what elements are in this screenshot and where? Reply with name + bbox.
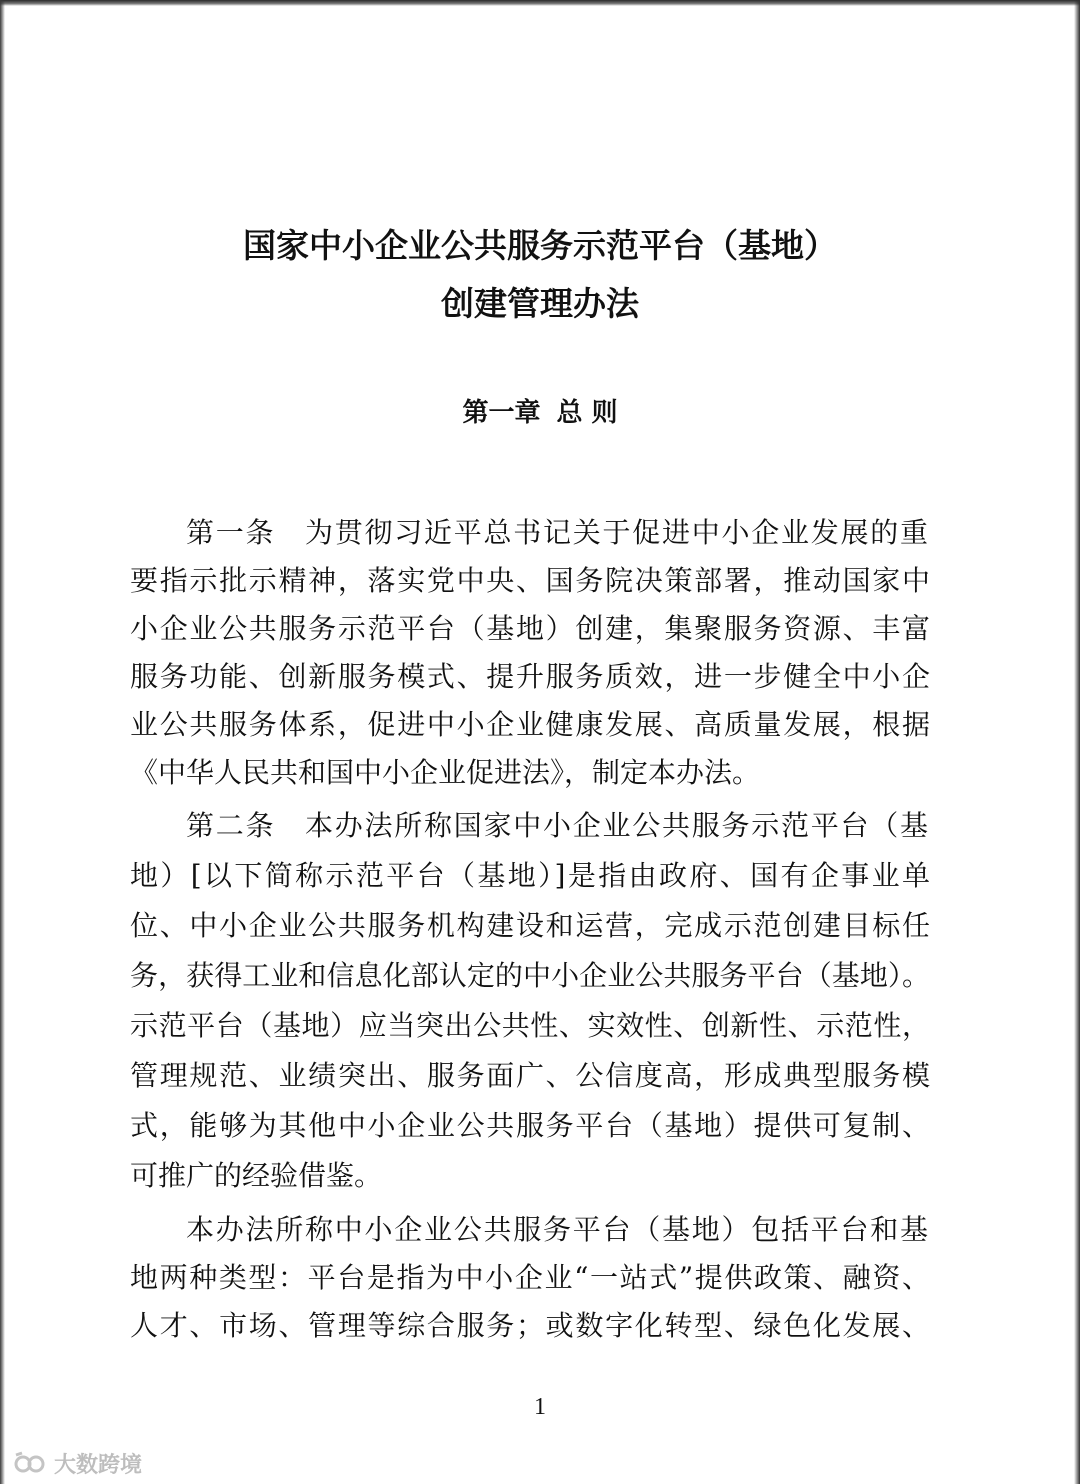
article-2-line: 位、中小企业公共服务机构建设和运营，完成示范创建目标任 [130, 909, 930, 942]
article-2-line: 示范平台（基地）应当突出公共性、实效性、创新性、示范性， [130, 1009, 930, 1042]
article-2-line: 式，能够为其他中小企业公共服务平台（基地）提供可复制、 [130, 1109, 930, 1142]
article-2-line: 务，获得工业和信息化部认定的中小企业公共服务平台（基地）。 [130, 959, 930, 992]
article-1-line: 小企业公共服务示范平台（基地）创建，集聚服务资源、丰富 [130, 612, 930, 645]
watermark [14, 1448, 142, 1479]
paragraph-line: 地两种类型：平台是指为中小企业“一站式”提供政策、融资、 [130, 1261, 930, 1294]
article-2-line: 管理规范、业绩突出、服务面广、公信度高，形成典型服务模 [130, 1059, 930, 1092]
article-2-line: 可推广的经验借鉴。 [130, 1159, 383, 1192]
paragraph-line: 人才、市场、管理等综合服务；或数字化转型、绿色化发展、 [130, 1309, 930, 1342]
chapter-heading [0, 392, 1080, 429]
scan-edge-top [0, 0, 1080, 6]
article-1-line: 第一条 为贯彻习近平总书记关于促进中小企业发展的重 [186, 516, 928, 549]
chapter-name: 总 则 [556, 398, 618, 428]
article-1-line: 《中华人民共和国中小企业促进法》，制定本办法。 [130, 756, 761, 789]
article-1-line: 业公共服务体系，促进中小企业健康发展、高质量发展，根据 [130, 708, 930, 741]
document-title-line2: 创建管理办法 [441, 284, 639, 323]
paragraph-line: 本办法所称中小企业公共服务平台（基地）包括平台和基 [186, 1213, 928, 1246]
article-1-line: 服务功能、创新服务模式、提升服务质效，进一步健全中小企 [130, 660, 930, 693]
article-2-line: 地）[以下简称示范平台（基地）]是指由政府、国有企事业单 [130, 859, 930, 892]
page-number: 1 [534, 1394, 546, 1420]
document-title-line1: 国家中小企业公共服务示范平台（基地） [243, 226, 837, 265]
logo-icon [14, 1451, 48, 1477]
chapter-label: 第一章 [462, 398, 541, 428]
article-2-line: 第二条 本办法所称国家中小企业公共服务示范平台（基 [186, 809, 928, 842]
article-1-line: 要指示批示精神，落实党中央、国务院决策部署，推动国家中 [130, 564, 930, 597]
watermark-text: 大数跨境 [54, 1453, 143, 1478]
